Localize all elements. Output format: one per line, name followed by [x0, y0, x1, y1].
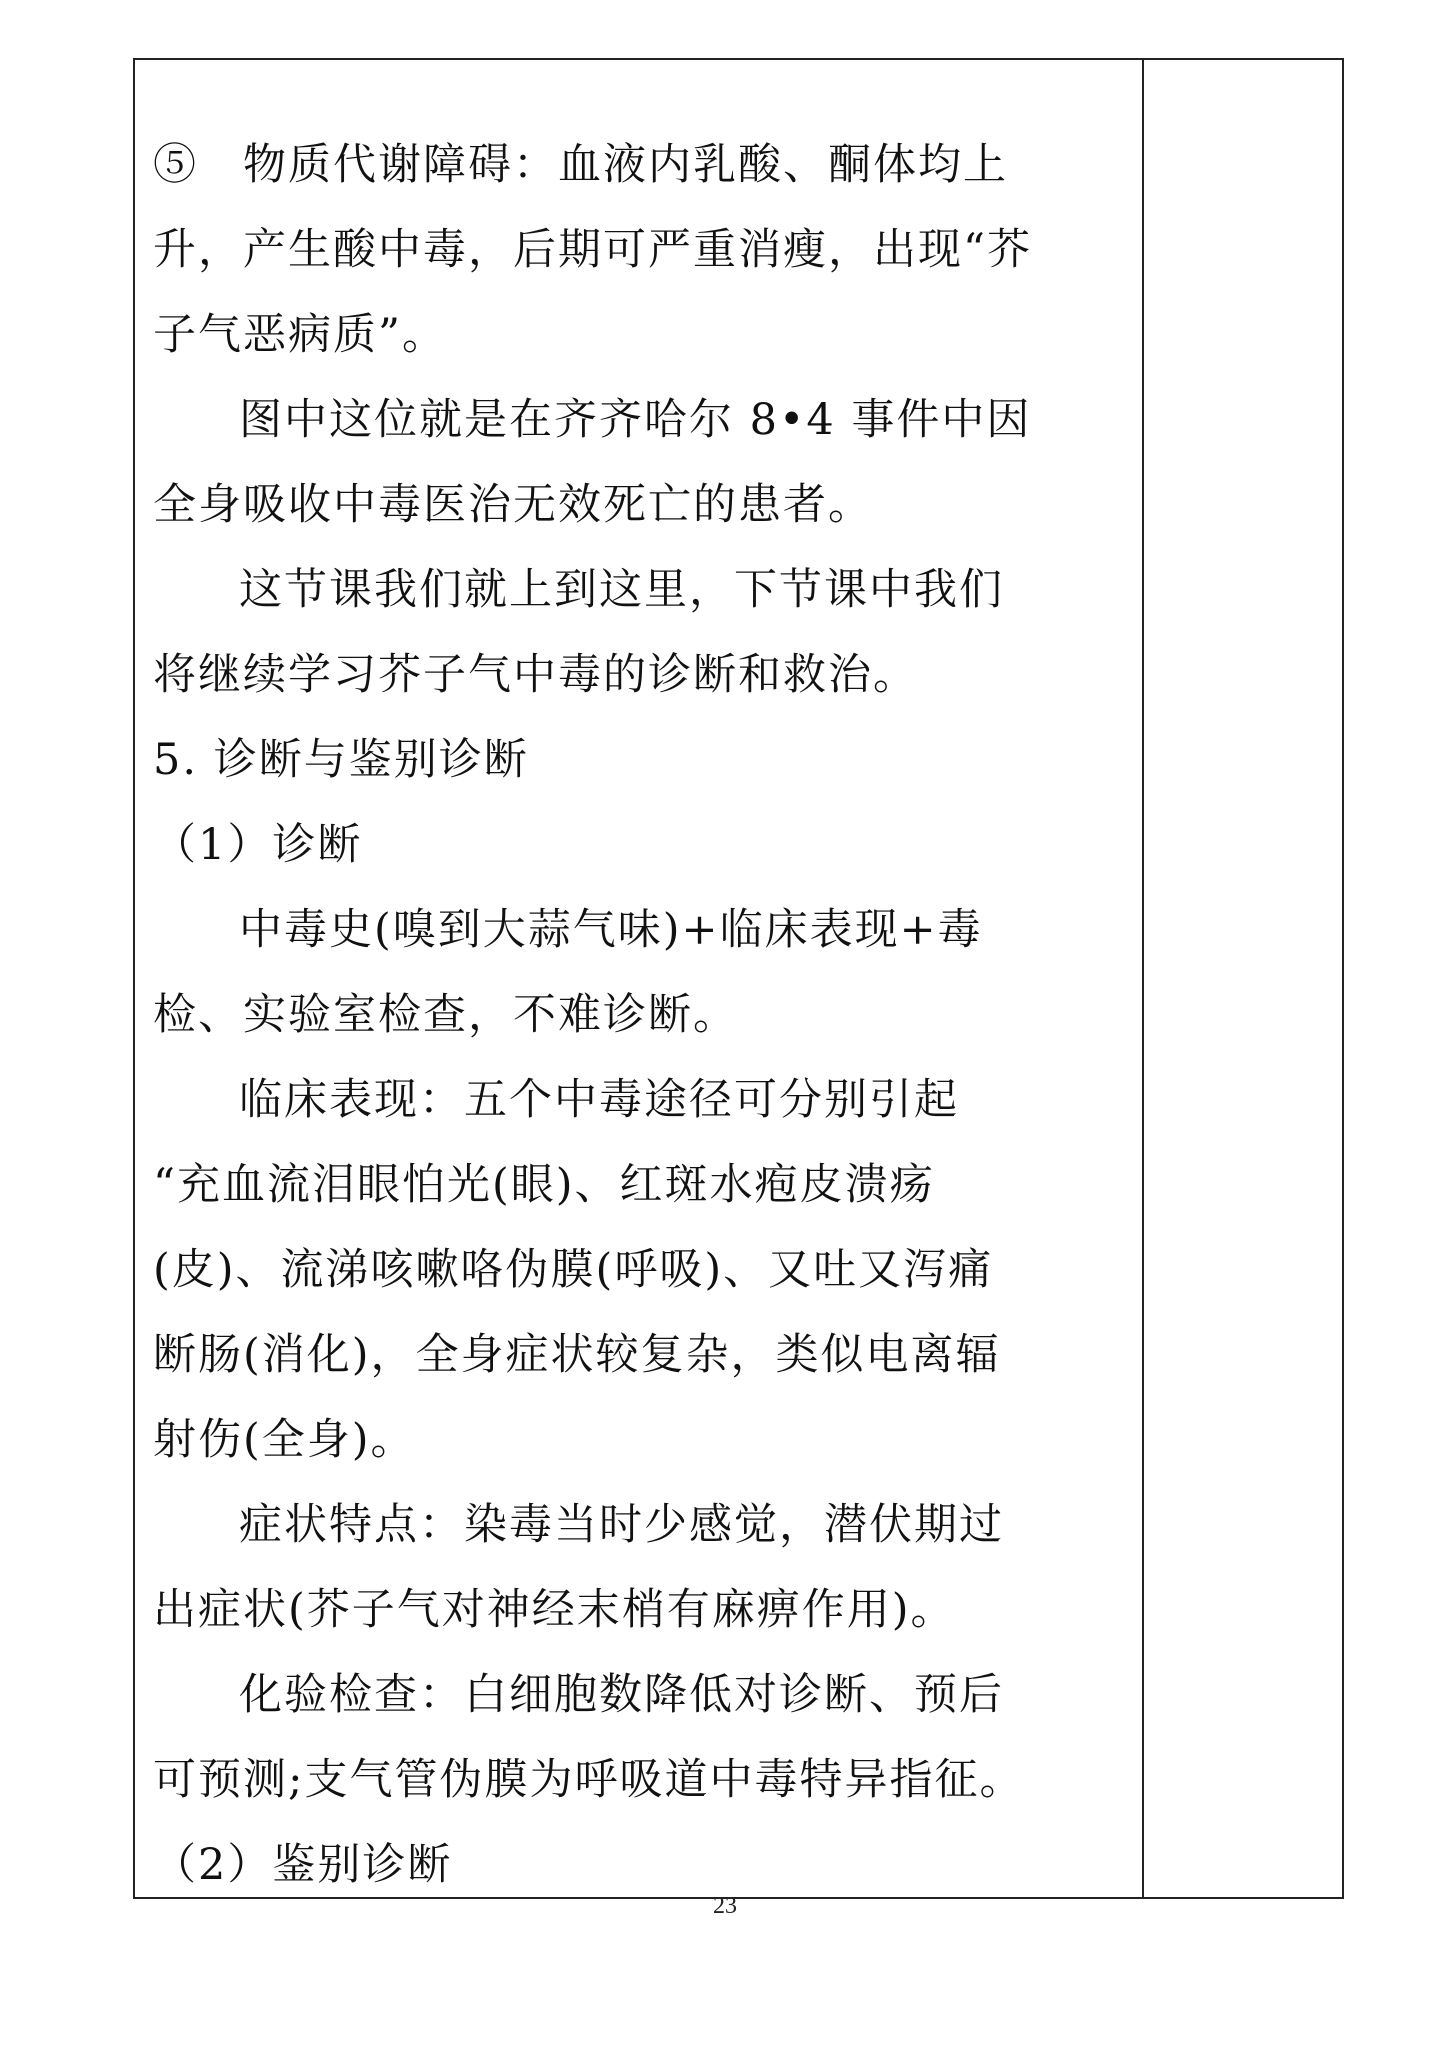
- text-line: 图中这位就是在齐齐哈尔 8•4 事件中因: [239, 395, 1032, 445]
- text-line: 断肠(消化)，全身症状较复杂，类似电离辐: [153, 1330, 1001, 1380]
- column-divider: [1142, 60, 1144, 1897]
- text-line: 将继续学习芥子气中毒的诊断和救治。: [153, 650, 918, 700]
- document-table: [133, 58, 1344, 1899]
- text-line: 全身吸收中毒医治无效死亡的患者。: [153, 480, 873, 530]
- text-line: 中毒史(嗅到大蒜气味)+临床表现+毒: [239, 905, 983, 955]
- page-number: 23: [713, 1893, 737, 1919]
- text-line: 化验检查：白细胞数降低对诊断、预后: [239, 1670, 1004, 1720]
- text-line: 升，产生酸中毒，后期可严重消瘦，出现“芥: [153, 225, 1032, 275]
- text-line: ⑤ 物质代谢障碍：血液内乳酸、酮体均上: [153, 140, 1008, 190]
- text-line: (皮)、流涕咳嗽咯伪膜(呼吸)、又吐又泻痛: [153, 1245, 994, 1295]
- text-line: 症状特点：染毒当时少感觉，潜伏期过: [239, 1500, 1004, 1550]
- text-line: “充血流泪眼怕光(眼)、红斑水疱皮溃疡: [153, 1160, 935, 1210]
- text-line: 临床表现：五个中毒途径可分别引起: [239, 1075, 959, 1125]
- text-line: 检、实验室检查，不难诊断。: [153, 990, 738, 1040]
- section-heading: 5. 诊断与鉴别诊断: [153, 735, 529, 785]
- subsection-heading: （1）诊断: [153, 820, 363, 870]
- text-line: 可预测;支气管伪膜为呼吸道中毒特异指征。: [153, 1755, 1025, 1805]
- subsection-heading: （2）鉴别诊断: [153, 1840, 453, 1890]
- text-line: 子气恶病质”。: [153, 310, 447, 360]
- text-line: 这节课我们就上到这里，下节课中我们: [239, 565, 1004, 615]
- text-line: 射伤(全身)。: [153, 1415, 416, 1465]
- text-line: 出症状(芥子气对神经末梢有麻痹作用)。: [153, 1585, 956, 1635]
